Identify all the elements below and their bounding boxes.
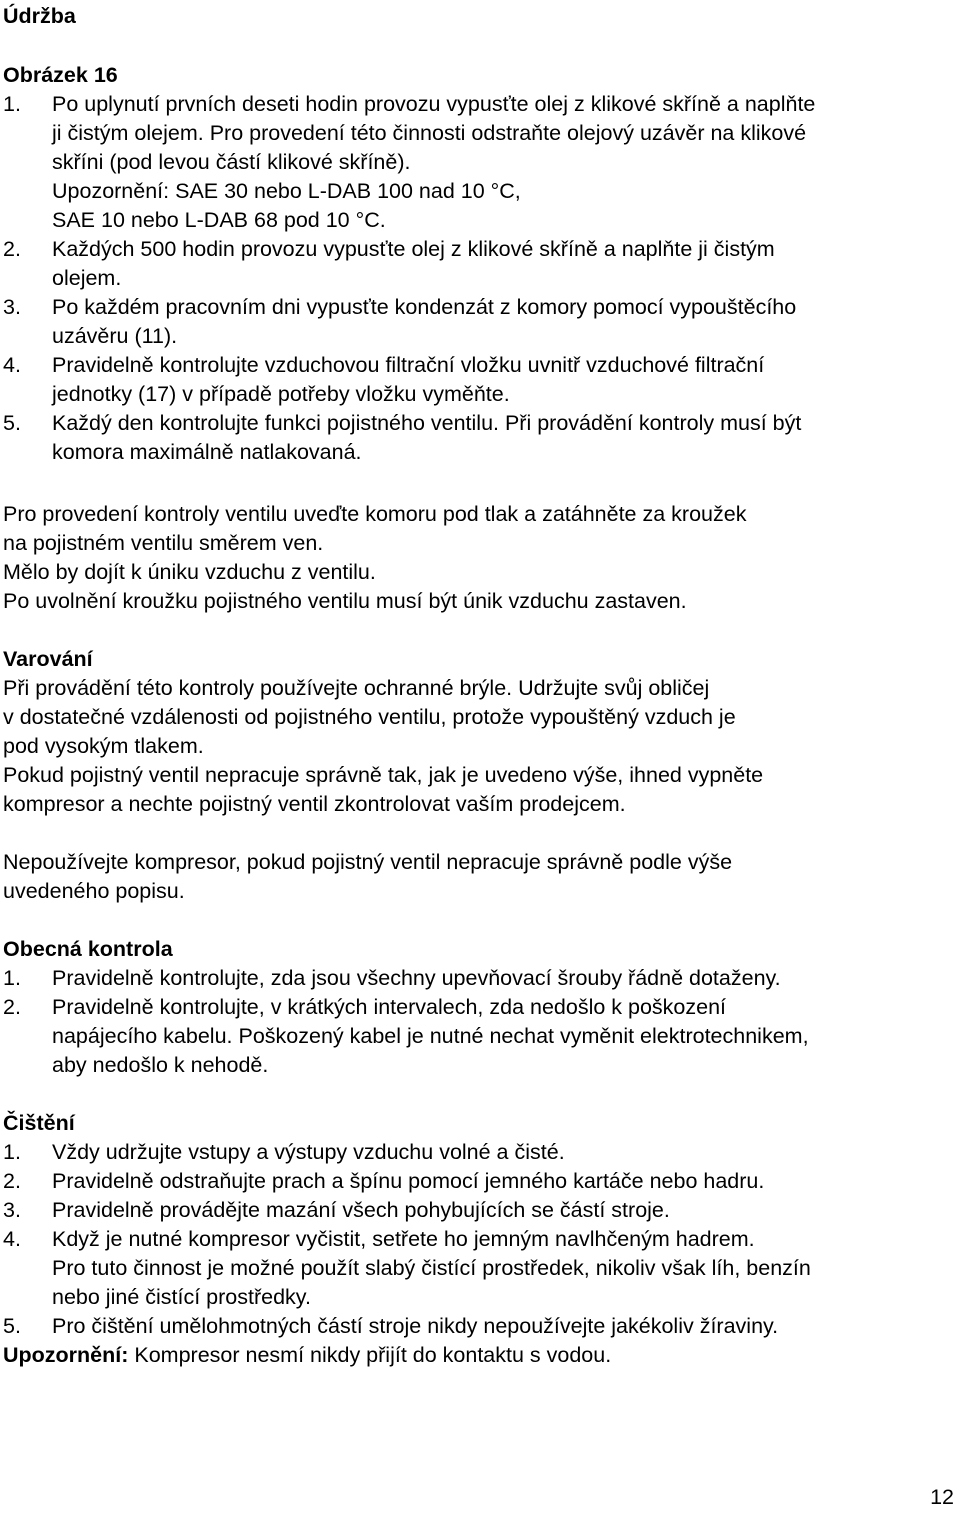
text-line: kompresor a nechte pojistný ventil zkontrolovat vaším prodejcem.	[3, 792, 626, 816]
list-item	[3, 409, 943, 467]
cleaning-note	[3, 1341, 943, 1370]
text-line: na pojistném ventilu směrem ven.	[3, 531, 324, 555]
list-item-number: 1.	[3, 1140, 21, 1164]
list-item	[3, 1225, 943, 1312]
page-number: 12	[930, 1485, 954, 1509]
page-title: Údržba	[3, 4, 76, 28]
list-item-text	[52, 1225, 943, 1312]
list-item-number: 2.	[3, 1169, 21, 1193]
general-check-list	[3, 964, 943, 1080]
text-line: Nepoužívejte kompresor, pokud pojistný ventil nepracuje správně podle výše	[3, 850, 733, 874]
list-item-text	[52, 1196, 943, 1225]
list-item-text	[52, 993, 943, 1080]
text-line: Po uvolnění kroužku pojistného ventilu musí být únik vzduchu zastaven.	[3, 589, 687, 613]
maintenance-list	[3, 90, 943, 467]
list-item-text	[52, 90, 943, 235]
text-line: pod vysokým tlakem.	[3, 734, 204, 758]
text-line: uzávěru (11).	[52, 324, 178, 348]
list-item-text	[52, 1167, 943, 1196]
text-line: Po každém pracovním dni vypusťte kondenzát z komory pomocí vypouštěcího	[52, 295, 797, 319]
list-item-text	[52, 351, 943, 409]
text-line: Upozornění: SAE 30 nebo L-DAB 100 nad 10 °C,	[52, 179, 521, 203]
text-line: Při provádění této kontroly používejte ochranné brýle. Udržujte svůj obličej	[3, 676, 710, 700]
general-check-heading: Obecná kontrola	[3, 937, 173, 961]
list-item	[3, 993, 943, 1080]
list-item	[3, 235, 943, 293]
list-item-text	[52, 293, 943, 351]
list-item	[3, 1196, 943, 1225]
text-line: SAE 10 nebo L-DAB 68 pod 10 °C.	[52, 208, 386, 232]
cleaning-list	[3, 1138, 943, 1341]
text-line: komora maximálně natlakovaná.	[52, 440, 362, 464]
text-line: Mělo by dojít k úniku vzduchu z ventilu.	[3, 560, 376, 584]
list-item-number: 3.	[3, 1198, 21, 1222]
list-item	[3, 964, 943, 993]
list-item	[3, 1312, 943, 1341]
text-line: Pravidelně kontrolujte, zda jsou všechny upevňovací šrouby řádně dotaženy.	[52, 966, 781, 990]
text-line: Vždy udržujte vstupy a výstupy vzduchu volné a čisté.	[52, 1140, 565, 1164]
text-line: Pro tuto činnost je možné použít slabý čistící prostředek, nikoliv však líh, benzín	[52, 1256, 811, 1280]
text-line: olejem.	[52, 266, 122, 290]
warning-text	[3, 674, 943, 819]
list-item	[3, 351, 943, 409]
list-item	[3, 1138, 943, 1167]
list-item-number: 3.	[3, 295, 21, 319]
no-use-paragraph	[3, 848, 943, 906]
text-line: Pokud pojistný ventil nepracuje správně tak, jak je uvedeno výše, ihned vypněte	[3, 763, 764, 787]
text-line: Pravidelně kontrolujte, v krátkých intervalech, zda nedošlo k poškození	[52, 995, 727, 1019]
list-item-number: 4.	[3, 353, 21, 377]
list-item-text	[52, 1312, 943, 1341]
text-line: uvedeného popisu.	[3, 879, 185, 903]
figure-label: Obrázek 16	[3, 63, 118, 87]
list-item-number: 5.	[3, 411, 21, 435]
list-item-number: 4.	[3, 1227, 21, 1251]
text-line: ji čistým olejem. Pro provedení této činnosti odstraňte olejový uzávěr na klikové	[52, 121, 807, 145]
list-item-number: 1.	[3, 966, 21, 990]
note-label: Upozornění:	[3, 1343, 129, 1367]
list-item	[3, 90, 943, 235]
list-item-number: 2.	[3, 995, 21, 1019]
text-line: v dostatečné vzdálenosti od pojistného ventilu, protože vypouštěný vzduch je	[3, 705, 736, 729]
list-item-number: 1.	[3, 92, 21, 116]
list-item	[3, 1167, 943, 1196]
text-line: Pravidelně kontrolujte vzduchovou filtrační vložku uvnitř vzduchové filtrační	[52, 353, 765, 377]
text-line: aby nedošlo k nehodě.	[52, 1053, 269, 1077]
text-line: Po uplynutí prvních deseti hodin provozu vypusťte olej z klikové skříně a naplňte	[52, 92, 816, 116]
list-item-text	[52, 235, 943, 293]
list-item	[3, 293, 943, 351]
text-line: nebo jiné čistící prostředky.	[52, 1285, 311, 1309]
text-line: Pravidelně provádějte mazání všech pohybujících se částí stroje.	[52, 1198, 670, 1222]
check-paragraph	[3, 500, 943, 616]
text-line: Každý den kontrolujte funkci pojistného ventilu. Při provádění kontroly musí být	[52, 411, 802, 435]
list-item-number: 2.	[3, 237, 21, 261]
list-item-text	[52, 1138, 943, 1167]
text-line: Když je nutné kompresor vyčistit, setřete ho jemným navlhčeným hadrem.	[52, 1227, 755, 1251]
text-line: jednotky (17) v případě potřeby vložku vyměňte.	[52, 382, 510, 406]
text-line: Každých 500 hodin provozu vypusťte olej z klikové skříně a naplňte ji čistým	[52, 237, 775, 261]
text-line: napájecího kabelu. Poškozený kabel je nutné nechat vyměnit elektrotechnikem,	[52, 1024, 809, 1048]
text-line: Pravidelně odstraňujte prach a špínu pomocí jemného kartáče nebo hadru.	[52, 1169, 765, 1193]
cleaning-heading: Čištění	[3, 1111, 75, 1135]
list-item-text	[52, 409, 943, 467]
list-item-number: 5.	[3, 1314, 21, 1338]
warning-heading: Varování	[3, 647, 93, 671]
note-text: Kompresor nesmí nikdy přijít do kontaktu s vodou.	[128, 1343, 612, 1367]
text-line: Pro provedení kontroly ventilu uveďte komoru pod tlak a zatáhněte za kroužek	[3, 502, 747, 526]
text-line: skříni (pod levou částí klikové skříně).	[52, 150, 411, 174]
list-item-text	[52, 964, 943, 993]
text-line: Pro čištění umělohmotných částí stroje nikdy nepoužívejte jakékoliv žíraviny.	[52, 1314, 779, 1338]
